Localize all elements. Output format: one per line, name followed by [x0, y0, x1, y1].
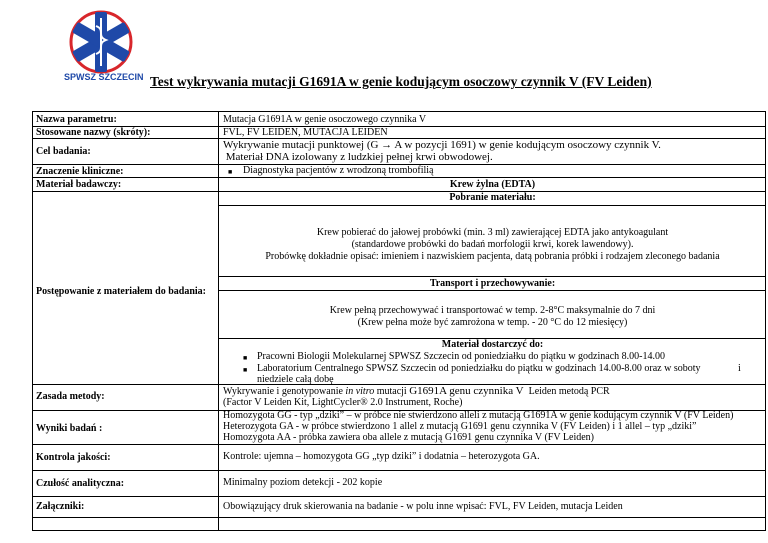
page-title: Test wykrywania mutacji G1691A w genie kodującym osoczowy czynnik V (FV Leiden) [150, 74, 652, 89]
zasada-text-a: Wykrywanie i genotypowanie [223, 386, 346, 397]
value-nazwa: Mutacja G1691A w genie osoczowego czynnika V [223, 114, 427, 125]
bullet-icon: ■ [243, 354, 248, 362]
label-wyniki: Wyniki badań : [36, 423, 103, 434]
zasada-text-c: mutacji [374, 386, 410, 397]
header-pobranie: Pobranie materiału: [449, 192, 536, 203]
label-stosowane: Stosowane nazwy (skróty): [36, 127, 151, 138]
value-stosowane: FVL, FV LEIDEN, MUTACJA LEIDEN [223, 127, 388, 138]
value-zalaczniki: Obowiązujący druk skierowania na badanie - w polu inne wpisać: FVL, FV Leiden, mutacja Leiden [223, 501, 623, 512]
row-divider [33, 191, 219, 192]
value-znaczenie: Diagnostyka pacjentów z wrodzoną trombofilią [243, 165, 434, 176]
label-czulosc: Czułość analityczna: [36, 478, 125, 489]
dostarczyc-line2: Laboratorium Centralnego SPWSZ Szczecin od poniedziałku do piątku w godzinach 14.00-8.00 oraz w soboty [257, 363, 701, 374]
wyniki-line2: Heterozygota GA - w próbce stwierdzono 1 allel z mutacją G1691 genu czynnika V (FV Leiden) i 1 allel – typ „dziki” [223, 421, 697, 432]
value-kontrola: Kontrole: ujemna – homozygota GG „typ dziki” i dodatnia – heterozygota GA. [223, 451, 540, 462]
zasada-text-italic: in vitro [345, 386, 375, 397]
zasada-text-e: Leiden metodą PCR [523, 386, 610, 397]
row-divider [219, 290, 766, 291]
row-divider [33, 444, 766, 445]
dostarczyc-line2-tail: i [738, 363, 741, 374]
zasada-line2: (Factor V Leiden Kit, LightCycler® 2.0 Instrument, Roche) [223, 397, 463, 408]
value-czulosc: Minimalny poziom detekcji - 202 kopie [223, 477, 383, 488]
header-transport: Transport i przechowywanie: [429, 278, 556, 289]
spwsz-logo [62, 4, 144, 90]
row-divider [219, 276, 766, 277]
zasada-text-d: G1691A genu czynnika V [409, 385, 524, 397]
wyniki-line3: Homozygota AA - próbka zawiera oba allele z mutacją G1691 genu czynnika V (FV Leiden) [223, 432, 594, 443]
label-zasada: Zasada metody: [36, 391, 105, 402]
label-material: Materiał badawczy: [36, 179, 122, 190]
value-material: Krew żylna (EDTA) [449, 179, 536, 190]
pobranie-line3: Probówkę dokładnie opisać: imieniem i nazwiskiem pacjenta, datą pobrania próbki i rodzajem zleconego badania [265, 251, 720, 262]
row-divider [219, 205, 766, 206]
label-znaczenie: Znaczenie kliniczne: [36, 166, 124, 177]
dostarczyc-line3: niedziele całą dobę [257, 374, 334, 385]
row-divider [33, 177, 766, 178]
wyniki-line1: Homozygota GG - typ „dziki” – w próbce nie stwierdzono alleli z mutacją G1691A w genie kodującym czynnik V (FV Leiden) [223, 410, 734, 421]
label-kontrola: Kontrola jakości: [36, 452, 111, 463]
value-cel-line1: Wykrywanie mutacji punktowej (G → A w pozycji 1691) w genie kodującym osoczowy czynnik V. [223, 139, 661, 151]
label-zalaczniki: Załączniki: [36, 501, 85, 512]
label-postepowanie: Postępowanie z materiałem do badania: [36, 286, 206, 297]
transport-line1: Krew pełną przechowywać i transportować w temp. 2-8°C maksymalnie do 7 dni [329, 305, 656, 316]
transport-line2: (Krew pełna może być zamrożona w temp. - 20 °C do 12 miesięcy) [357, 317, 628, 328]
row-divider [33, 470, 766, 471]
dostarczyc-line1: Pracowni Biologii Molekularnej SPWSZ Szczecin od poniedziałku do piątku w godzinach 8.00-14.00 [257, 351, 665, 362]
value-cel-line2: Materiał DNA izolowany z ludzkiej pełnej krwi obwodowej. [223, 151, 493, 163]
logo-text: SPWSZ SZCZECIN [64, 72, 144, 82]
zasada-line1 [223, 385, 610, 397]
label-nazwa: Nazwa parametru: [36, 114, 117, 125]
pobranie-line1: Krew pobierać do jałowej probówki (min. 3 ml) zawierającej EDTA jako antykoagulant [316, 227, 669, 238]
row-divider [33, 517, 766, 518]
label-cel: Cel badania: [36, 146, 91, 157]
row-divider [33, 496, 766, 497]
bullet-icon: ■ [243, 366, 248, 374]
bullet-icon: ■ [228, 168, 233, 176]
header-dostarczyc: Materiał dostarczyć do: [441, 339, 544, 350]
pobranie-line2: (standardowe probówki do badań morfologii krwi, korek lawendowy). [351, 239, 634, 250]
